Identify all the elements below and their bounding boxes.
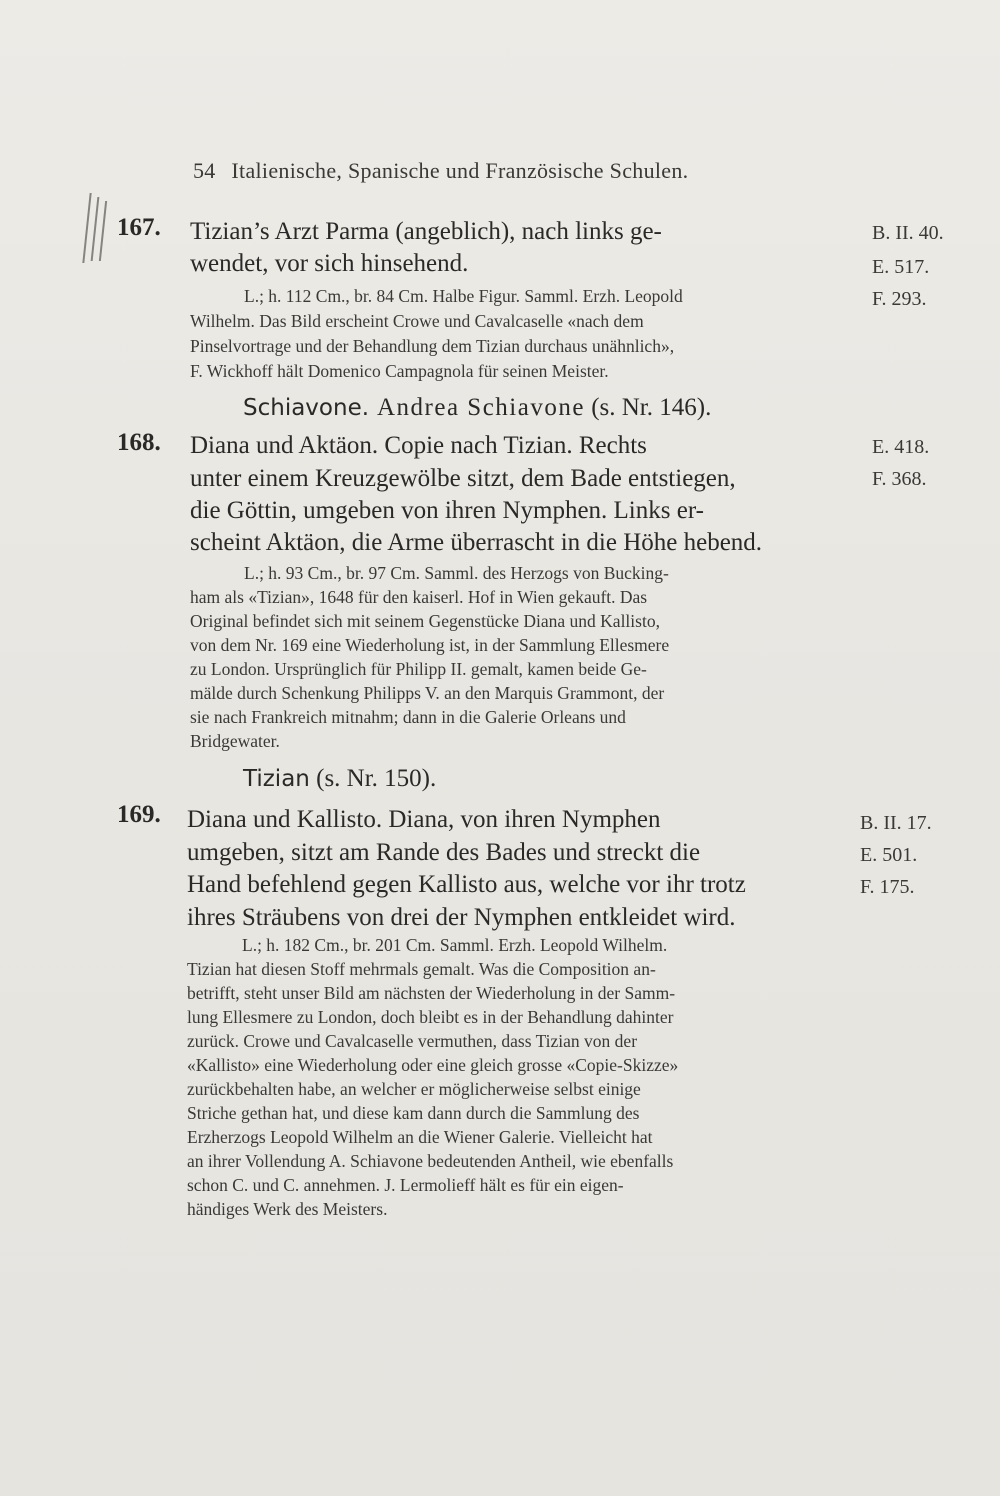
entry-title: Diana und Kallisto.: [187, 806, 383, 833]
catalogue-reference: F. 293.: [872, 288, 927, 310]
catalogue-reference: F. 368.: [872, 468, 927, 490]
entry-note-line: ham als «Tizian», 1648 für den kaiserl. Hof in Wien gekauft. Das: [190, 587, 648, 607]
entry-note-line: F. Wickhoff hält Domenico Campagnola für seinen Meister.: [190, 361, 609, 381]
entry-title-line: Diana und Kallisto. Diana, von ihren Nymphen: [187, 806, 661, 833]
entry-title: Diana und Aktäon. Copie nach Tizian.: [190, 432, 573, 459]
artist-name: Tizian: [243, 766, 310, 792]
entry-note-line: zurück. Crowe und Cavalcaselle vermuthen, dass Tizian von der: [187, 1031, 638, 1051]
entry-note-line: L.; h. 112 Cm., br. 84 Cm. Halbe Figur. Samml. Erzh. Leopold: [244, 286, 683, 306]
entry-body-line: die Göttin, umgeben von ihren Nymphen. Links er-: [190, 497, 704, 524]
entry-note-line: Bridgewater.: [190, 731, 280, 751]
entry-number: 167.: [117, 214, 161, 241]
catalogue-reference: B. II. 40.: [872, 222, 944, 244]
running-title: Italienische, Spanische und Französische Schulen.: [231, 158, 689, 183]
entry-note-line: sie nach Frankreich mitnahm; dann in die Galerie Orleans und: [190, 707, 626, 727]
entry-note-line: Wilhelm. Das Bild erscheint Crowe und Cavalcaselle «nach dem: [190, 311, 644, 331]
catalogue-reference: E. 501.: [860, 844, 918, 866]
entry-note-line: händiges Werk des Meisters.: [187, 1199, 388, 1219]
catalogue-reference: E. 517.: [872, 256, 930, 278]
catalogue-reference: F. 175.: [860, 876, 915, 898]
entry-body-line: Hand befehlend gegen Kallisto aus, welche vor ihr trotz: [187, 871, 746, 898]
entry-note-line: Striche gethan hat, und diese kam dann durch die Sammlung des: [187, 1103, 640, 1123]
entry-title-line: Tizian’s Arzt Parma (angeblich), nach links ge-: [190, 218, 662, 245]
entry-title-line: Diana und Aktäon. Copie nach Tizian. Rechts: [190, 432, 647, 459]
entry-note-line: Original befindet sich mit seinem Gegenstücke Diana und Kallisto,: [190, 611, 660, 631]
entry-note-line: von dem Nr. 169 eine Wiederholung ist, in der Sammlung Ellesmere: [190, 635, 670, 655]
entry-body-line: scheint Aktäon, die Arme überrascht in die Höhe hebend.: [190, 529, 763, 556]
entry-note-line: L.; h. 182 Cm., br. 201 Cm. Samml. Erzh. Leopold Wilhelm.: [242, 935, 668, 955]
entry-note-line: betrifft, steht unser Bild am nächsten der Wiederholung in der Samm-: [187, 983, 676, 1003]
entry-note-line: an ihrer Vollendung A. Schiavone bedeutenden Antheil, wie ebenfalls: [187, 1151, 674, 1171]
entry-note-line: «Kallisto» eine Wiederholung oder eine gleich grosse «Copie-Skizze»: [187, 1055, 679, 1075]
artist-heading: Tizian (s. Nr. 150).: [243, 765, 437, 792]
entry-title: Tizian’s Arzt Parma: [190, 218, 390, 245]
entry-number: 169.: [117, 801, 161, 828]
entry-note-line: schon C. und C. annehmen. J. Lermolieff hält es für ein eigen-: [187, 1175, 624, 1195]
entry-note-line: zu London. Ursprünglich für Philipp II. gemalt, kamen beide Ge-: [190, 659, 647, 679]
catalogue-reference: E. 418.: [872, 436, 930, 458]
entry-body-line: ihres Sträubens von drei der Nymphen entkleidet wird.: [187, 904, 736, 931]
entry-note-line: zurückbehalten habe, an welcher er möglicherweise selbst einige: [187, 1079, 641, 1099]
artist-heading: Schiavone. Andrea Schiavone (s. Nr. 146).: [243, 394, 712, 421]
entry-note-line: Erzherzogs Leopold Wilhelm an die Wiener Galerie. Vielleicht hat: [187, 1127, 653, 1147]
entry-note-line: L.; h. 93 Cm., br. 97 Cm. Samml. des Herzogs von Bucking-: [244, 563, 669, 583]
pencil-margin-marks: [84, 193, 110, 263]
entry-number: 168.: [117, 429, 161, 456]
entry-note-line: Pinselvortrage und der Behandlung dem Tizian durchaus unähnlich»,: [190, 336, 675, 356]
catalogue-reference: B. II. 17.: [860, 812, 932, 834]
entry-note-line: lung Ellesmere zu London, doch bleibt es in der Behandlung dahinter: [187, 1007, 674, 1027]
entry-body-line: umgeben, sitzt am Rande des Bades und streckt die: [187, 839, 701, 866]
artist-name: Schiavone.: [243, 395, 370, 421]
entry-body-line: unter einem Kreuzgewölbe sitzt, dem Bade entstiegen,: [190, 465, 736, 492]
page-number: 54: [193, 158, 216, 183]
entry-title-line: wendet, vor sich hinsehend.: [190, 250, 469, 277]
entry-note-line: mälde durch Schenkung Philipps V. an den Marquis Grammont, der: [190, 683, 665, 703]
entry-note-line: Tizian hat diesen Stoff mehrmals gemalt. Was die Composition an-: [187, 959, 656, 979]
running-header: [193, 158, 688, 184]
